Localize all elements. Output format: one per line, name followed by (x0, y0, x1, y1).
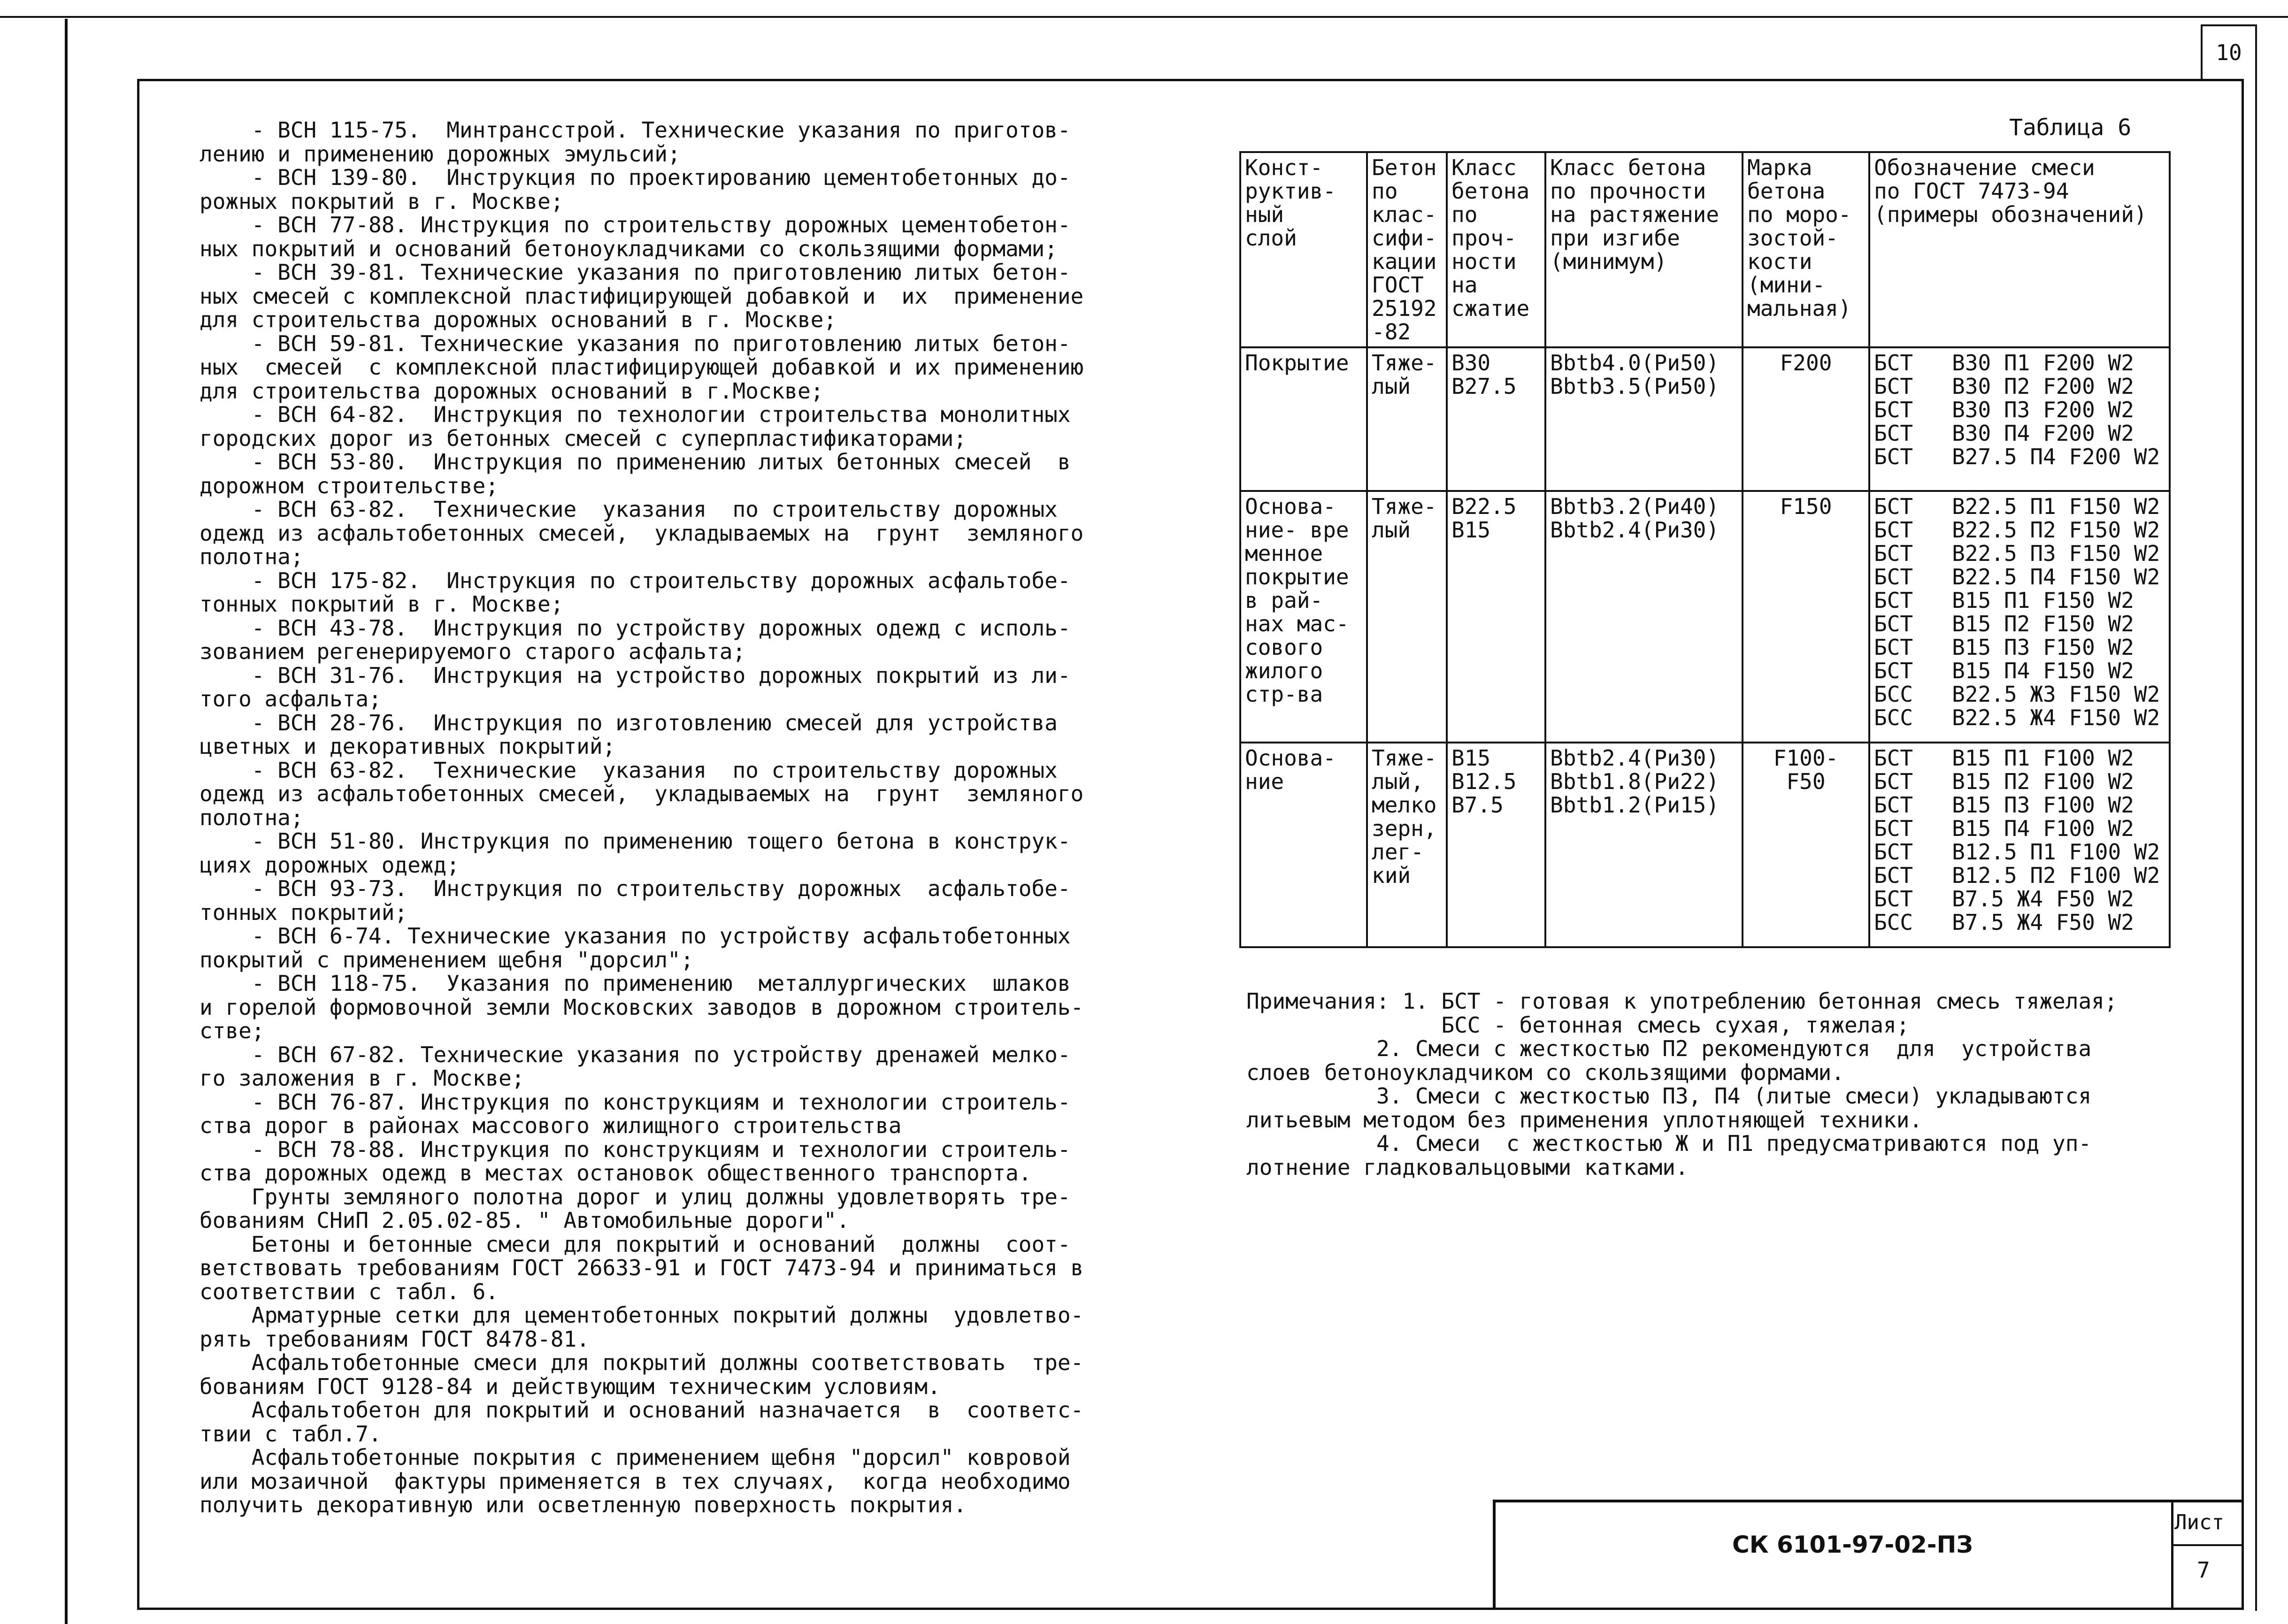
sheet-label: Лист (2174, 1510, 2224, 1534)
table-6 (1239, 151, 2171, 948)
table-row (1240, 743, 2170, 947)
table-row (1240, 491, 2170, 743)
sheet-number: 7 (2197, 1557, 2210, 1583)
cell-designation: БСТ В30 П1 F200 W2 БСТ В30 П2 F200 W2 БСТ В30 П3 F200 W2 БСТ В30 П4 F200 W2 БСТ В27.5 П4 F200 W2 (1869, 347, 2170, 491)
cell-bending: Вbtb3.2(Ри40) Вbtb2.4(Ри30) (1545, 491, 1743, 743)
header-designation: Обозначение смеси по ГОСТ 7473-94 (примеры обозначений) (1869, 152, 2170, 347)
header-frost: Марка бетона по моро- зостой- кости (мини- мальная) (1743, 152, 1869, 347)
cell-designation: БСТ В22.5 П1 F150 W2 БСТ В22.5 П2 F150 W2 БСТ В22.5 П3 F150 W2 БСТ В22.5 П4 F150 W2 БСТ В15 П1 F150 W2 БСТ В15 П2 F150 W2 БСТ В15 П3 F150 W2 БСТ В15 П4 F150 W2 БСС В22.5 Ж3 F150 W2 БСС В22.5 Ж4 F150 W2 (1869, 491, 2170, 743)
cell-concrete: Тяже- лый (1367, 347, 1447, 491)
header-compression: Класс бетона по проч- ности на сжатие (1447, 152, 1545, 347)
header-concrete: Бетон по клас- сифи- кации ГОСТ 25192 -82 (1367, 152, 1447, 347)
header-layer: Конст- руктив- ный слой (1240, 152, 1367, 347)
table-notes: Примечания: 1. БСТ - готовая к употреблению бетонная смесь тяжелая; БСС - бетонная смесь сухая, тяжелая; 2. Смеси с жесткостью П2 рекомендуются для устройства слоев бетоноукладчиком со скользящими формами. 3. Смеси с жесткостью П3, П4 (литые смеси) укладываются литьевым методом без применения уплотняющей техники. 4. Смеси с жесткостью Ж и П1 предусматриваются под уп- лотнение гладковальцовыми катками. (1246, 988, 2118, 1180)
cell-bending: Вbtb4.0(Ри50) Вbtb3.5(Ри50) (1545, 347, 1743, 491)
cell-compression: В22.5 В15 (1447, 491, 1545, 743)
standards-list-text: - ВСН 115-75. Минтрансстрой. Технические указания по приготов- лению и применению дорожных эмульсий; - ВСН 139-80. Инструкция по проектированию цементобетонных до- рожных покрытий в г. Москве; - ВСН 77-88. Инструкция по строительству дорожных цементобетон- ных покрытий и оснований бетоноукладчиками со скользящими формами; - ВСН 39-81. Технические указания по приготовлению литых бетон- ных смесей с комплексной пластифицирующей добавкой и их применение для строительства дорожных оснований в г. Москве; - ВСН 59-81. Технические указания по приготовлению литых бетон- ных смесей с комплексной пластифицирующей добавкой и их применению для строительства дорожных оснований в г.Москве; - ВСН 64-82. Инструкция по технологии строительства монолитных городских дорог из бетонных смесей с суперпластификаторами; - ВСН 53-80. Инструкция по применению литых бетонных смесей в дорожном строительстве; - ВСН 63-82. Технические указания по строительству дорожных одежд из асфальтобетонных смесей, укладываемых на грунт земляного полотна; - ВСН 175-82. Инструкция по строительству дорожных асфальтобе- тонных покрытий в г. Москве; - ВСН 43-78. Инструкция по устройству дорожных одежд с исполь- зованием регенерируемого старого асфальта; - ВСН 31-76. Инструкция на устройство дорожных покрытий из ли- того асфальта; - ВСН 28-76. Инструкция по изготовлению смесей для устройства цветных и декоративных покрытий; - ВСН 63-82. Технические указания по строительству дорожных одежд из асфальтобетонных смесей, укладываемых на грунт земляного полотна; - ВСН 51-80. Инструкция по применению тощего бетона в конструк- циях дорожных одежд; - ВСН 93-73. Инструкция по строительству дорожных асфальтобе- тонных покрытий; - ВСН 6-74. Технические указания по устройству асфальтобетонных покрытий с применением щебня "дорсил"; - ВСН 118-75. Указания по применению металлургических шлаков и горелой формовочной земли Московских заводов в дорожном строитель- стве; - ВСН 67-82. Технические указания по устройству дренажей мелко- го заложения в г. Москве; - ВСН 76-87. Инструкция по конструкциям и технологии строитель- ства дорог в районах массового жилищного строительства - ВСН 78-88. Инструкция по конструкциям и технологии строитель- ства дорожных одежд в местах остановок общественного транспорта. Грунты земляного полотна дорог и улиц должны удовлетворять тре- бованиям СНиП 2.05.02-85. " Автомобильные дороги". Бетоны и бетонные смеси для покрытий и оснований должны соот- ветствовать требованиям ГОСТ 26633-91 и ГОСТ 7473-94 и приниматься в соответствии с табл. 6. Арматурные сетки для цементобетонных покрытий должны удовлетво- рять требованиям ГОСТ 8478-81. Асфальтобетонные смеси для покрытий должны соответствовать тре- бованиям ГОСТ 9128-84 и действующим техническим условиям. Асфальтобетон для покрытий и оснований назначается в соответс- твии с табл.7. Асфальтобетонные покрытия с применением щебня "дорсил" ковровой или мозаичной фактуры применяется в тех случаях, когда необходимо получить декоративную или осветленную поверхность покрытия. (200, 117, 1084, 1517)
cell-layer: Основа- ние- вре менное покрытие в рай- нах мас- сового жилого стр-ва (1240, 491, 1367, 743)
table-header-row (1240, 152, 2170, 347)
top-border-line (0, 16, 2288, 18)
table-row (1240, 347, 2170, 491)
sheet-divider (2171, 1544, 2244, 1546)
cell-bending: Вbtb2.4(Ри30) Вbtb1.8(Ри22) Вbtb1.2(Ри15) (1545, 743, 1743, 947)
cell-layer: Основа- ние (1240, 743, 1367, 947)
table-caption: Таблица 6 (2009, 115, 2132, 141)
cell-frost: F100- F50 (1743, 743, 1869, 947)
right-border-line (2255, 24, 2257, 1611)
cell-frost: F200 (1743, 347, 1869, 491)
cell-compression: В30 В27.5 (1447, 347, 1545, 491)
left-binding-line (65, 19, 68, 1624)
cell-frost: F150 (1743, 491, 1869, 743)
cell-concrete: Тяже- лый (1367, 491, 1447, 743)
cell-layer: Покрытие (1240, 347, 1367, 491)
document-code: СК 6101-97-02-ПЗ (1732, 1531, 1973, 1558)
page-number: 10 (2201, 24, 2257, 79)
header-bending: Класс бетона по прочности на растяжение при изгибе (минимум) (1545, 152, 1743, 347)
cell-concrete: Тяже- лый, мелко зерн, лег- кий (1367, 743, 1447, 947)
cell-designation: БСТ В15 П1 F100 W2 БСТ В15 П2 F100 W2 БСТ В15 П3 F100 W2 БСТ В15 П4 F100 W2 БСТ В12.5 П1 F100 W2 БСТ В12.5 П2 F100 W2 БСТ В7.5 Ж4 F50 W2 БСС В7.5 Ж4 F50 W2 (1869, 743, 2170, 947)
cell-compression: В15 В12.5 В7.5 (1447, 743, 1545, 947)
